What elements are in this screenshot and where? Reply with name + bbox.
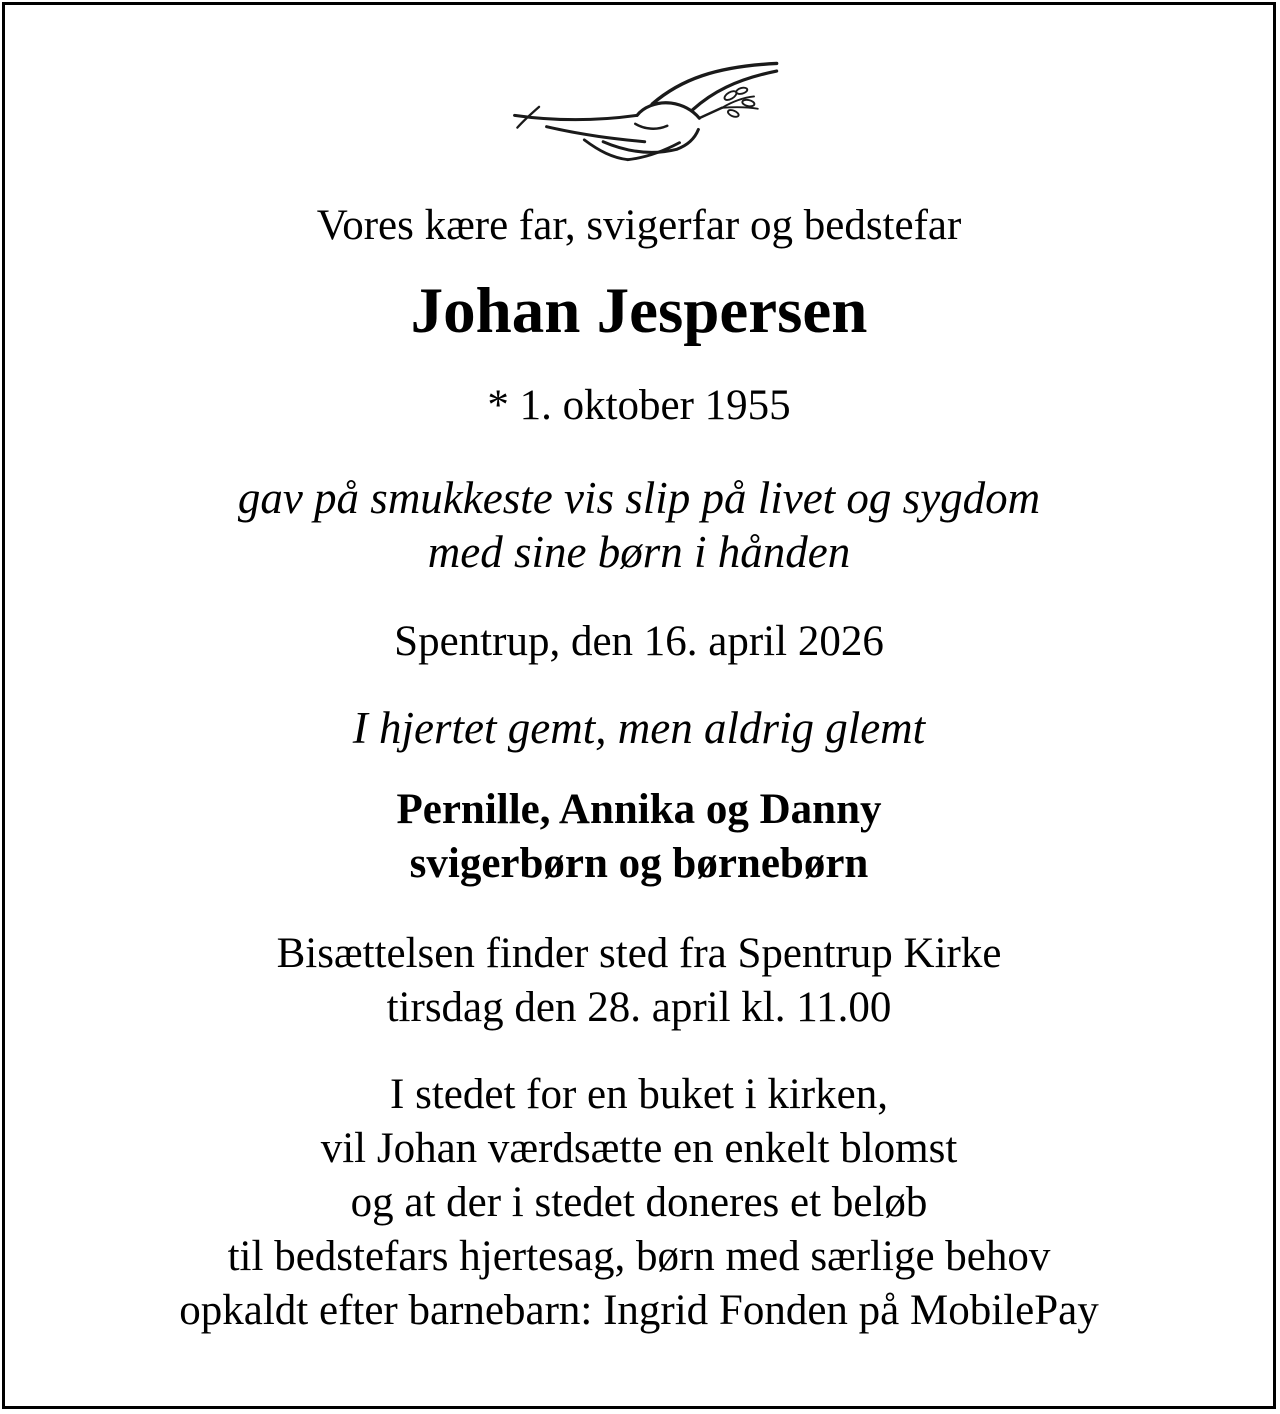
donation-line: og at der i stedet doneres et beløb bbox=[350, 1179, 928, 1226]
ceremony-location-line: Bisættelsen finder sted fra Spentrup Kirke bbox=[276, 930, 1002, 977]
donation-line: til bedstefars hjertesag, børn med særlige behov bbox=[227, 1233, 1051, 1280]
family-relations-line: svigerbørn og børnebørn bbox=[409, 840, 869, 887]
eulogy-line: med sine børn i hånden bbox=[427, 527, 851, 577]
intro-line: Vores kære far, svigerfar og bedstefar bbox=[316, 202, 962, 249]
donation-line: opkaldt efter barnebarn: Ingrid Fonden på MobilePay bbox=[179, 1287, 1099, 1334]
ceremony-block bbox=[277, 927, 1002, 1035]
obituary-notice-frame bbox=[2, 2, 1276, 1409]
dove-with-olive-branch-icon bbox=[489, 55, 789, 187]
donation-line: I stedet for en buket i kirken, bbox=[390, 1071, 888, 1118]
donation-request-block bbox=[179, 1068, 1098, 1338]
eulogy-block bbox=[238, 471, 1040, 579]
memorial-verse-line: I hjertet gemt, men aldrig glemt bbox=[352, 703, 926, 753]
place-date-line: Spentrup, den 16. april 2026 bbox=[394, 618, 884, 665]
family-signature-block bbox=[396, 783, 881, 891]
ceremony-time-line: tirsdag den 28. april kl. 11.00 bbox=[386, 984, 892, 1031]
birth-date-line: * 1. oktober 1955 bbox=[487, 382, 791, 429]
family-names-line: Pernille, Annika og Danny bbox=[396, 786, 882, 833]
eulogy-line: gav på smukkeste vis slip på livet og sygdom bbox=[237, 473, 1041, 523]
donation-line: vil Johan værdsætte en enkelt blomst bbox=[320, 1125, 958, 1172]
deceased-name: Johan Jespersen bbox=[410, 275, 868, 347]
